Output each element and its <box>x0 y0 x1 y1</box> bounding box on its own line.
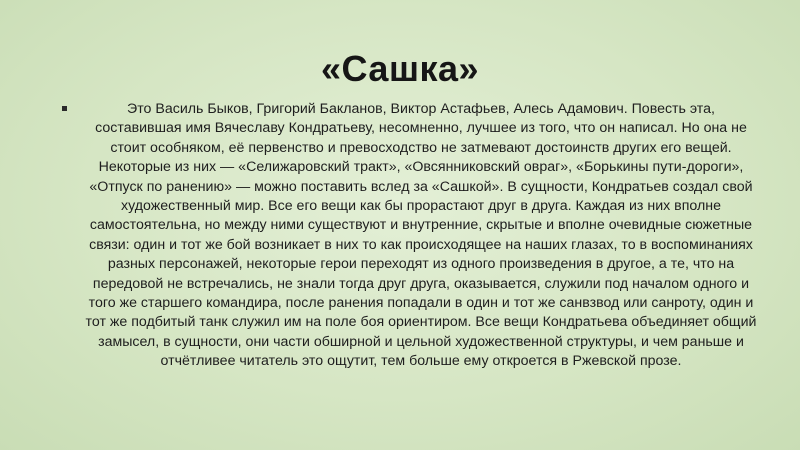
slide-title: «Сашка» <box>320 48 480 89</box>
bullet-text: Это Василь Быков, Григорий Бакланов, Виктор Астафьев, Алесь Адамович. Повесть эта, составившая имя Вячеславу Кондратьеву, несомненно, лучшее из того, что он написал. Но она не стоит особняком, её первенство и превосходство не затмевают достоинств других его вещей. Некоторые из них — «Селижаровский тракт», «Овсянниковский овраг», «Борькины пути-дороги», «Отпуск по ранению» — можно поставить вслед за «Сашкой». В сущности, Кондратьев создал свой художественный мир. Все его вещи как бы прорастают друг в друга. Каждая из них вполне самостоятельна, но между ними существуют и внутренние, скрытые и вполне очевидные сюжетные связи: один и тот же бой возникает в них то как происходящее на наших глазах, то в воспоминаниях разных персонажей, некоторые герои переходят из одного произведения в другое, а те, что на передовой не встречались, не знали тогда друг друга, оказывается, служили под началом одного и того же старшего командира, после ранения попадали в один и тот же санвзвод или санроту, один и тот же подбитый танк служил им на поле боя ориентиром. Все вещи Кондратьева объединяет общий замысел, в сущности, они части обширной и цельной художественной структуры, и чем раньше и отчётливее читатель это ощутит, тем больше ему откроется в Ржевской прозе. <box>85 101 757 370</box>
square-bullet-icon <box>62 106 67 111</box>
bullet-item <box>60 100 760 372</box>
bullet-list <box>60 100 760 372</box>
